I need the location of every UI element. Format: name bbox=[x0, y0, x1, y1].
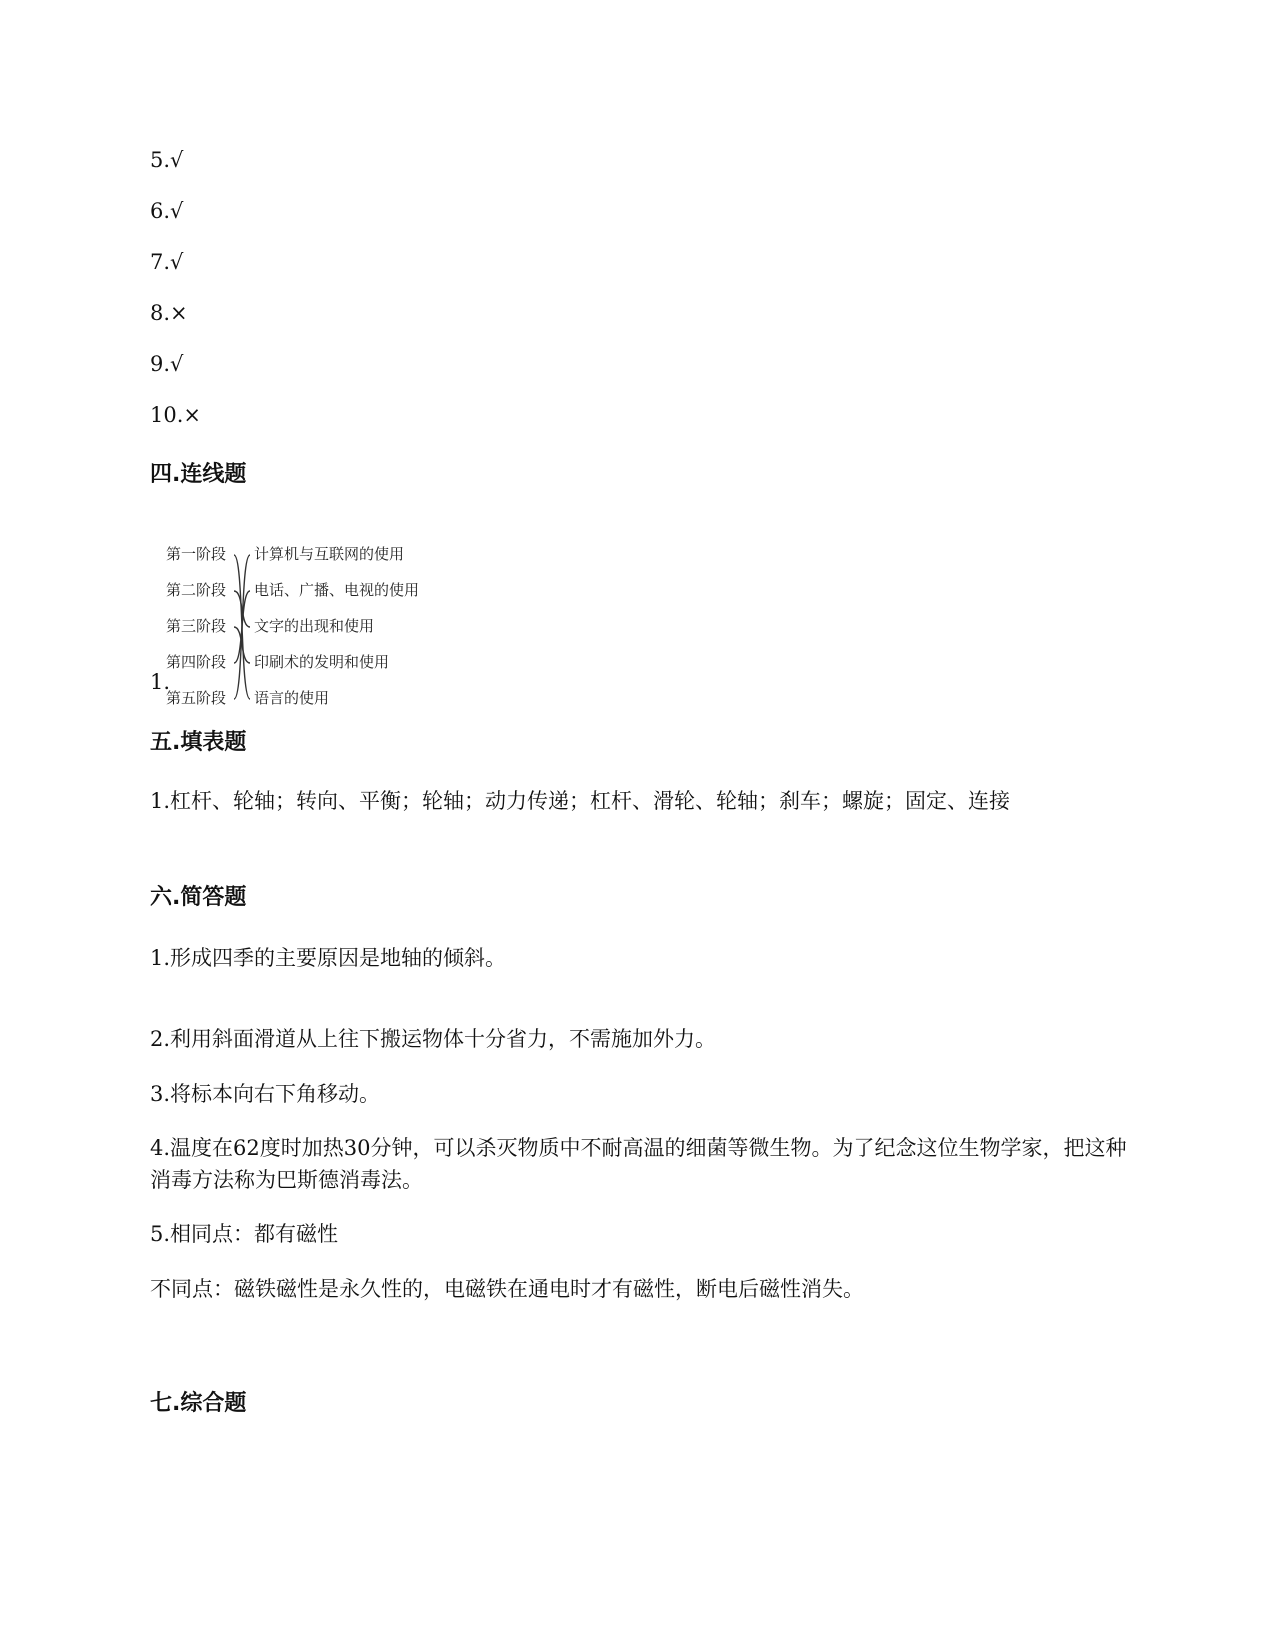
fill-table-answer: 1.杠杆、轮轴；转向、平衡；轮轴；动力传递；杠杆、滑轮、轮轴；刹车；螺旋；固定、连接 bbox=[150, 789, 1011, 813]
match-right-label: 电话、广播、电视的使用 bbox=[254, 581, 420, 599]
match-right-label: 计算机与互联网的使用 bbox=[254, 545, 405, 563]
answer-line: 8.× bbox=[150, 301, 188, 325]
section-heading: 五.填表题 bbox=[150, 730, 247, 755]
section-heading: 六.简答题 bbox=[150, 885, 247, 910]
match-right-label: 文字的出现和使用 bbox=[254, 617, 375, 635]
short-answer: 不同点：磁铁磁性是永久性的，电磁铁在通电时才有磁性，断电后磁性消失。 bbox=[150, 1277, 864, 1301]
match-left-label: 第一阶段 bbox=[166, 545, 227, 563]
short-answer: 3.将标本向右下角移动。 bbox=[150, 1082, 381, 1106]
short-answer: 4.温度在62度时加热30分钟，可以杀灭物质中不耐高温的细菌等微生物。为了纪念这位生物学家，把这种消毒方法称为巴斯德消毒法。 bbox=[150, 1136, 1127, 1192]
match-item-number: 1. bbox=[150, 670, 171, 694]
short-answer: 1.形成四季的主要原因是地轴的倾斜。 bbox=[150, 946, 507, 970]
matching-figure bbox=[166, 540, 456, 720]
answer-line: 7.√ bbox=[150, 250, 184, 274]
match-left-label: 第四阶段 bbox=[166, 653, 227, 671]
section-heading: 七.综合题 bbox=[150, 1391, 247, 1416]
answer-line: 6.√ bbox=[150, 199, 184, 223]
matching-diagram bbox=[166, 540, 456, 720]
match-left-label: 第五阶段 bbox=[166, 689, 227, 707]
answer-line: 10.× bbox=[150, 403, 201, 427]
match-right-label: 印刷术的发明和使用 bbox=[254, 653, 390, 671]
answer-line: 5.√ bbox=[150, 148, 184, 172]
match-left-label: 第三阶段 bbox=[166, 617, 227, 635]
short-answer: 5.相同点：都有磁性 bbox=[150, 1222, 339, 1246]
section-heading: 四.连线题 bbox=[150, 462, 247, 487]
short-answer: 2.利用斜面滑道从上往下搬运物体十分省力，不需施加外力。 bbox=[150, 1027, 717, 1051]
answer-line: 9.√ bbox=[150, 352, 184, 376]
match-right-label: 语言的使用 bbox=[254, 689, 330, 707]
match-left-label: 第二阶段 bbox=[166, 581, 227, 599]
